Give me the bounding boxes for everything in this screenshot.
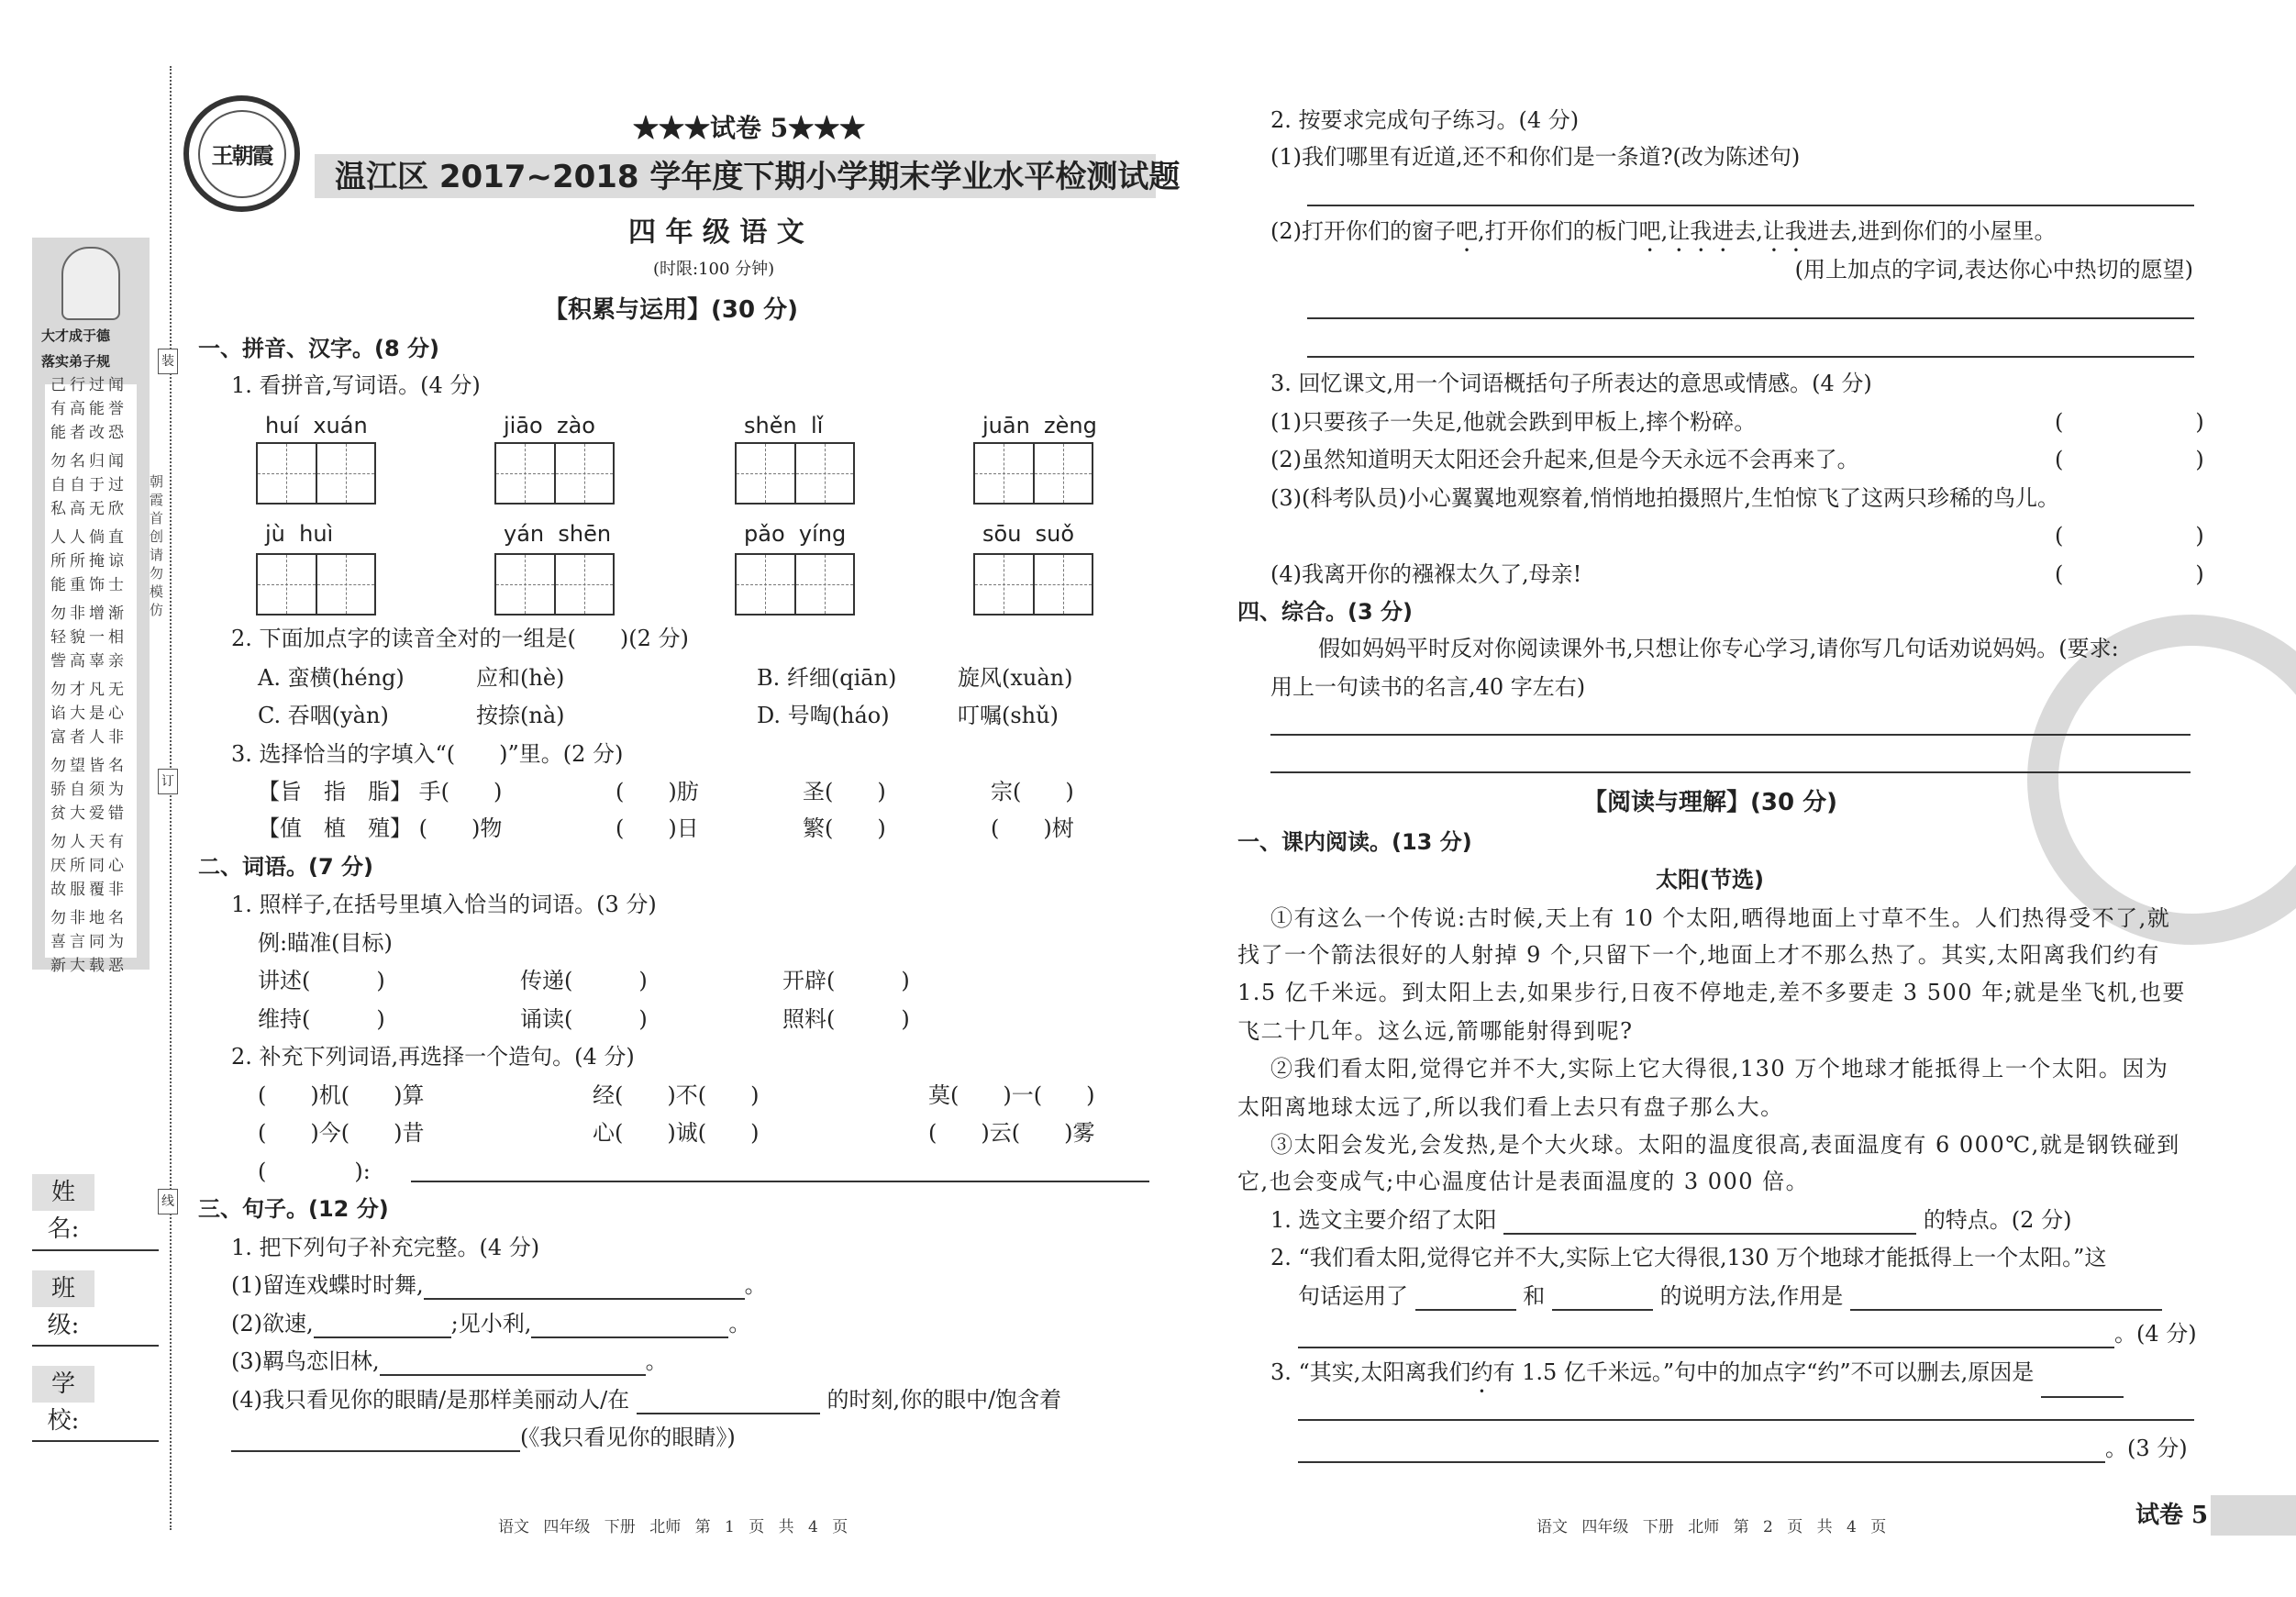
text: 进去,进到你们的小屋里。 [1806, 218, 2057, 244]
char-cell[interactable] [975, 555, 1035, 614]
prompt-text: 假如妈妈平时反对你阅读课外书,只想让你专心学习,请你写几句话劝说妈妈。(要求: [1318, 636, 2119, 661]
couplet-line: 能重饰士 [50, 576, 128, 594]
sub-question [1270, 216, 2057, 257]
pinyin-label: jù huì [265, 521, 334, 547]
text: (2)欲速, [231, 1311, 314, 1336]
question-text [1270, 1358, 2124, 1398]
writing-box[interactable] [256, 442, 376, 505]
part2-title: 【阅读与理解】(30 分) [1583, 789, 1837, 816]
fill-item: 经( )不( ) [593, 1082, 760, 1108]
answer-line[interactable] [411, 1181, 1149, 1182]
answer-line[interactable] [1307, 317, 2194, 319]
fill-item: 讲述( ) [258, 968, 385, 993]
page-footer: 语文 四年级 下册 北师 第 1 页 共 4 页 [498, 1518, 849, 1536]
fill-item: 开辟( ) [782, 968, 910, 993]
fill-item: 维持( ) [258, 1006, 385, 1032]
text: 的说明方法,作用是 [1659, 1283, 1844, 1309]
text: , [1660, 218, 1669, 244]
writing-box[interactable] [735, 553, 855, 616]
text: 。 [744, 1272, 767, 1298]
answer-paren[interactable]: ( ) [2055, 523, 2204, 549]
article-line: ②我们看太阳,觉得它并不大,实际上它大得很,130 万个地球才能抵得上一个太阳。因为 [1270, 1056, 2169, 1081]
school-label: 学 校: [32, 1366, 94, 1403]
text: (3)羁鸟恋旧林, [231, 1348, 380, 1374]
writing-box[interactable] [735, 442, 855, 505]
section-pinyin: 一、拼音、汉字。(8 分) [198, 336, 439, 361]
instruction: (用上加点的字词,表达你心中热切的愿望) [1794, 257, 2193, 283]
article-line: 找了一个箭法很好的人射掉 9 个,只留下一个,地面上才不那么热了。其实,太阳离我们约有 [1237, 942, 2160, 968]
couplet-line: 訾高辜亲 [50, 652, 128, 671]
fill-item: 传递( ) [520, 968, 648, 993]
text: 1. 选文主要介绍了太阳 [1270, 1207, 1497, 1233]
pinyin-label: yán shēn [504, 521, 612, 547]
answer-blank[interactable] [380, 1352, 646, 1376]
char-cell[interactable] [556, 444, 614, 503]
char-cell[interactable] [258, 444, 317, 503]
pinyin-label: huí xuán [265, 413, 368, 438]
article-line: 1.5 亿千米远。到太阳上去,如果步行,日夜不停地走,差不多要走 3 500 年;就是坐飞机,也要 [1237, 980, 2186, 1005]
paper-number: ★★★试卷 5★★★ [633, 113, 866, 143]
dotted-word: 约 [1470, 1359, 1493, 1385]
text: 去 [1734, 218, 1757, 244]
text: 句话运用了 [1298, 1283, 1408, 1309]
fill-sentence [231, 1347, 668, 1376]
text: 有 1.5 亿千米远。”句中的加点字“约”不可以删去,原因是 [1492, 1359, 2035, 1385]
fill-item: ( )日 [616, 815, 699, 841]
couplet-line: 勿人天有 [50, 833, 128, 851]
sub-question: (2)虽然知道明天太阳还会升起来,但是今天永远不会再来了。 [1270, 447, 1859, 472]
option-d2: 叮嘱(shǔ) [958, 703, 1059, 728]
sentence-label: ( ): [258, 1159, 371, 1184]
question-text: 3. 选择恰当的字填入“( )”里。(2 分) [231, 741, 624, 767]
binding-label: 订 [158, 769, 178, 794]
text: 3. “其实,太阳离我们 [1270, 1359, 1471, 1385]
fill-item: 莫( )一( ) [928, 1082, 1095, 1108]
section-words: 二、词语。(7 分) [198, 854, 373, 880]
question-text: 2. 下面加点字的读音全对的一组是( )(2 分) [231, 626, 689, 651]
couplet-line: 有高能誉 [50, 400, 128, 418]
answer-paren[interactable]: ( ) [2055, 561, 2204, 587]
option-d: D. 号啕(háo) [757, 703, 890, 728]
fill-item: 【旨 指 脂】 手( ) [258, 779, 503, 804]
answer-line[interactable] [1270, 771, 2191, 773]
page-footer: 语文 四年级 下册 北师 第 2 页 共 4 页 [1536, 1518, 1887, 1536]
text: 。(3 分) [2105, 1436, 2188, 1461]
answer-line[interactable] [1270, 734, 2191, 736]
char-cell[interactable] [556, 555, 614, 614]
question-text: 2. 按要求完成句子练习。(4 分) [1270, 107, 1580, 133]
text: 。 [728, 1311, 751, 1336]
student-illustration [61, 247, 120, 320]
fill-item: ( )肪 [616, 779, 699, 804]
fill-item: 圣( ) [803, 779, 886, 804]
couplet-line: 能者改恐 [50, 424, 128, 442]
answer-blank[interactable] [1415, 1287, 1516, 1311]
article-line: 太阳离地球太远了,所以我们看上去只有盘子那么大。 [1237, 1094, 1784, 1120]
text: ;见小利, [450, 1311, 532, 1336]
char-cell[interactable] [796, 444, 854, 503]
couplet-line: 富者人非 [50, 728, 128, 747]
char-cell[interactable] [737, 444, 796, 503]
subject-title: 四 年 级 语 文 [628, 216, 804, 249]
couplet-line: 勿名归闻 [50, 452, 128, 471]
binding-label: 装 [158, 349, 178, 374]
writing-box[interactable] [256, 553, 376, 616]
option-b: B. 纤细(qiān) [757, 665, 897, 691]
couplet-line: 勿才凡无 [50, 681, 128, 699]
option-a: A. 蛮横(héng) [258, 665, 405, 691]
fill-sentence [231, 1385, 1061, 1414]
fill-item: ( )机( )算 [258, 1082, 425, 1108]
answer-blank[interactable] [1503, 1211, 1916, 1235]
answer-blank[interactable] [531, 1314, 728, 1338]
answer-blank[interactable] [637, 1391, 820, 1414]
text: ,打开你们的板门 [1478, 218, 1639, 244]
time-limit: (时限:100 分钟) [653, 260, 775, 279]
char-cell[interactable] [1035, 555, 1093, 614]
pinyin-label: shěn lǐ [744, 413, 824, 438]
fill-item: 诵读( ) [520, 1006, 648, 1032]
section-sentences: 三、句子。(12 分) [198, 1196, 389, 1222]
question-text: 1. 照样子,在括号里填入恰当的词语。(3 分) [231, 892, 657, 917]
couplet-line: 喜言同为 [50, 933, 128, 951]
text: (《我只看见你的眼睛》) [520, 1425, 736, 1450]
motto-line: 落实弟子规 [41, 353, 111, 370]
answer-blank[interactable] [1298, 1439, 2105, 1463]
answer-line[interactable] [1307, 205, 2194, 206]
answer-line[interactable] [1307, 356, 2194, 358]
text: 。 [645, 1348, 668, 1374]
article-line: ①有这么一个传说:古时候,天上有 10 个太阳,晒得地面上寸草不生。人们热得受不了,就 [1270, 905, 2171, 931]
sub-question: (1)我们哪里有近道,还不和你们是一条道?(改为陈述句) [1270, 144, 1801, 170]
answer-blank[interactable] [1850, 1287, 2162, 1311]
pinyin-label: sōu suǒ [982, 521, 1075, 547]
question-text [1298, 1434, 2188, 1463]
char-cell[interactable] [1035, 444, 1093, 503]
question-text: 2. “我们看太阳,觉得它并不大,实际上它大得很,130 万个地球才能抵得上一个太阳。”这 [1270, 1245, 2107, 1270]
couplet-line: 新大载恶 [50, 957, 128, 975]
char-cell[interactable] [317, 555, 375, 614]
char-cell[interactable] [975, 444, 1035, 503]
fill-item: ( )云( )雾 [928, 1120, 1095, 1146]
fill-item: 【值 植 殖】 ( )物 [258, 815, 503, 841]
pinyin-label: juān zèng [982, 413, 1097, 438]
writing-box[interactable] [973, 442, 1093, 505]
fill-item: ( )树 [991, 815, 1074, 841]
watermark-seal [2027, 615, 2296, 945]
fill-item: ( )今( )昔 [258, 1120, 425, 1146]
couplet-line: 自自于过 [50, 476, 128, 494]
answer-paren[interactable]: ( ) [2055, 409, 2204, 435]
name-field[interactable] [32, 1249, 159, 1251]
fill-item: 宗( ) [991, 779, 1074, 804]
question-text [1298, 1319, 2197, 1348]
section-reading: 一、课内阅读。(13 分) [1237, 829, 1472, 855]
class-label: 班 级: [32, 1270, 94, 1307]
fill-item: 繁( ) [803, 815, 886, 841]
exam-title: 温江区 2017~2018 学年度下期小学期末学业水平检测试题 [335, 159, 1181, 195]
answer-blank[interactable] [231, 1428, 520, 1452]
couplet-line: 勿望皆名 [50, 757, 128, 775]
pinyin-label: pǎo yíng [744, 521, 847, 547]
couplet-line: 骄自须为 [50, 781, 128, 799]
dotted-word: 吧 [1638, 218, 1661, 244]
motto-line: 大才成于德 [41, 327, 111, 344]
school-field[interactable] [32, 1440, 159, 1442]
couplet-line: 厌所同心 [50, 857, 128, 875]
couplet-line: 私高无欣 [50, 500, 128, 518]
char-cell[interactable] [258, 555, 317, 614]
article-line: ③太阳会发光,会发热,是个大火球。太阳的温度很高,表面温度有 6 000℃,就是钢铁碰到 [1270, 1132, 2180, 1158]
article-line: 它,也会变成气;中心温度估计是表面温度的 3 000 倍。 [1237, 1169, 1810, 1194]
text: 的特点。(2 分) [1923, 1207, 2072, 1233]
answer-blank[interactable] [2041, 1374, 2124, 1398]
couplet-line: 人人倘直 [50, 528, 128, 547]
answer-paren[interactable]: ( ) [2055, 447, 2204, 472]
couplet-line: 谄大是心 [50, 704, 128, 723]
example: 例:瞄准(目标) [258, 930, 393, 956]
fill-sentence [231, 1270, 767, 1300]
class-field[interactable] [32, 1345, 159, 1347]
writing-box[interactable] [973, 553, 1093, 616]
writing-box[interactable] [494, 442, 615, 505]
option-c: C. 吞咽(yàn) [258, 703, 389, 728]
article-line: 飞二十几年。这么远,箭哪能射得到呢? [1237, 1018, 1634, 1044]
text: (2)打开你们的窗子 [1270, 218, 1456, 244]
char-cell[interactable] [496, 444, 556, 503]
couplet-line: 己行过闻 [50, 376, 128, 394]
option-a2: 应和(hè) [476, 665, 565, 691]
text: 和 [1523, 1283, 1546, 1309]
corner-band [2211, 1495, 2296, 1536]
dotted-word: 让我 [1762, 218, 1807, 244]
fill-sentence [231, 1309, 750, 1338]
answer-blank[interactable] [424, 1276, 745, 1300]
prompt-text: 用上一句读书的名言,40 字左右) [1270, 674, 1586, 700]
couplet-line: 所所掩谅 [50, 552, 128, 571]
question-text: 2. 补充下列词语,再选择一个造句。(4 分) [231, 1044, 635, 1070]
char-cell[interactable] [496, 555, 556, 614]
text: , [1756, 218, 1763, 244]
question-text [1298, 1281, 2162, 1311]
text: 。(4 分) [2114, 1321, 2197, 1347]
option-b2: 旋风(xuàn) [958, 665, 1073, 691]
couplet-line: 轻貌一相 [50, 628, 128, 647]
fill-sentence [231, 1423, 736, 1452]
answer-blank[interactable] [1552, 1287, 1653, 1311]
copyright-notice: 朝霞首创 请勿模仿 [150, 473, 164, 618]
answer-line[interactable] [1298, 1419, 2194, 1421]
char-cell[interactable] [737, 555, 796, 614]
pinyin-label: jiāo zào [504, 413, 595, 438]
writing-box[interactable] [494, 553, 615, 616]
paper-badge: 试卷 5 [2135, 1502, 2209, 1529]
char-cell[interactable] [317, 444, 375, 503]
couplet-line: 故服覆非 [50, 881, 128, 899]
binding-line [170, 66, 172, 1530]
section-comprehensive: 四、综合。(3 分) [1237, 599, 1413, 625]
couplet-line: 勿非地名 [50, 909, 128, 927]
couplet-line: 贫大爱错 [50, 804, 128, 823]
binding-label: 线 [158, 1189, 178, 1214]
question-text [1270, 1205, 2071, 1235]
char-cell[interactable] [796, 555, 854, 614]
dotted-word: 让我进 [1668, 218, 1735, 244]
logo: 王朝霞 [183, 95, 300, 212]
question-text: 1. 把下列句子补充完整。(4 分) [231, 1235, 540, 1260]
name-label: 姓 名: [32, 1174, 94, 1211]
sub-question: (1)只要孩子一失足,他就会跌到甲板上,摔个粉碎。 [1270, 409, 1757, 435]
answer-blank[interactable] [314, 1314, 451, 1338]
article-title: 太阳(节选) [1656, 867, 1764, 893]
fill-item: 照料( ) [782, 1006, 910, 1032]
question-text: 3. 回忆课文,用一个词语概括句子所表达的意思或情感。(4 分) [1270, 371, 1872, 396]
dotted-word: 吧 [1456, 218, 1478, 244]
sub-question: (4)我离开你的襁褓太久了,母亲! [1270, 561, 1582, 587]
part1-title: 【积累与运用】(30 分) [544, 296, 798, 324]
text: 的时刻,你的眼中/饱含着 [826, 1387, 1062, 1413]
answer-blank[interactable] [1298, 1325, 2114, 1348]
question-text: 1. 看拼音,写词语。(4 分) [231, 372, 481, 398]
sub-question: (3)(科考队员)小心翼翼地观察着,悄悄地拍摄照片,生怕惊飞了这两只珍稀的鸟儿。 [1270, 485, 2059, 511]
fill-item: 心( )诚( ) [593, 1120, 760, 1146]
option-c2: 按捺(nà) [476, 703, 565, 728]
text: (1)留连戏蝶时时舞, [231, 1272, 424, 1298]
text: (4)我只看见你的眼睛/是那样美丽动人/在 [231, 1387, 630, 1413]
couplet-line: 勿非增渐 [50, 604, 128, 623]
